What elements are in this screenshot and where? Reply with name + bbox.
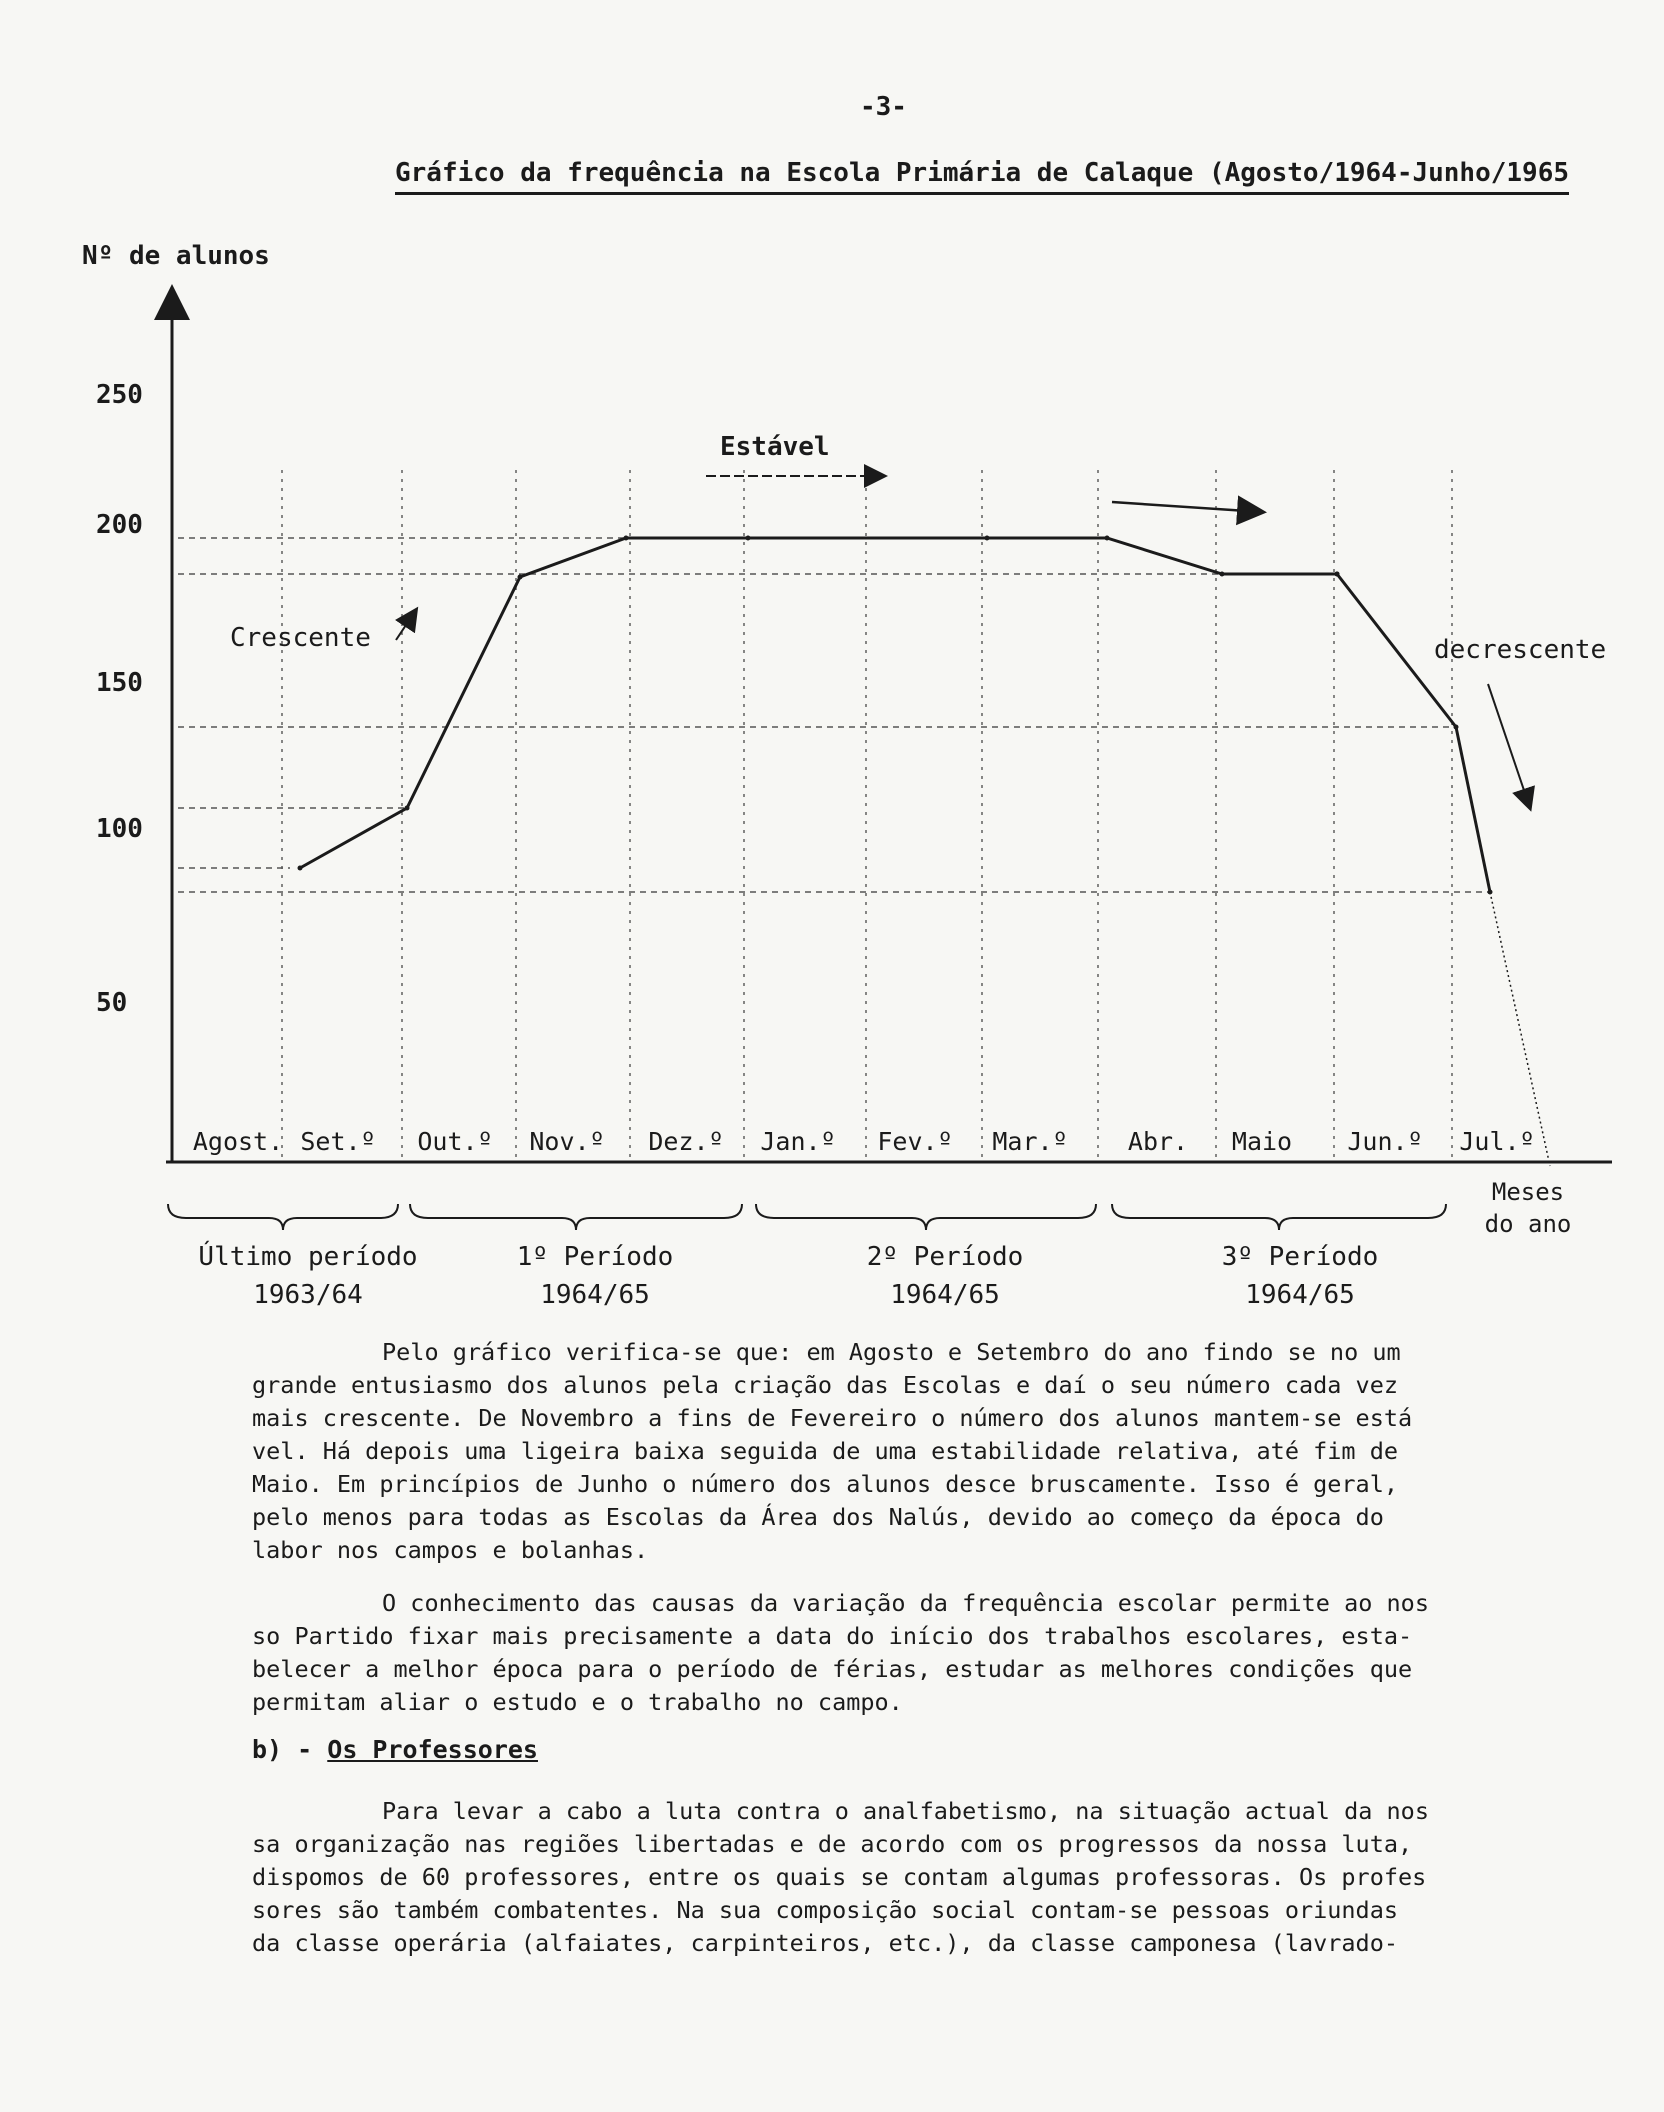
period-brace bbox=[410, 1204, 742, 1230]
text-line: mais crescente. De Novembro a fins de Fevereiro o número dos alunos mantem-se está bbox=[252, 1404, 1413, 1432]
axis-labels bbox=[82, 241, 1571, 1238]
period-year: 1964/65 bbox=[1245, 1280, 1355, 1310]
text-line: dispomos de 60 professores, entre os quais se contam algumas professoras. Os profes bbox=[252, 1863, 1427, 1891]
month-label: Fev.º bbox=[877, 1127, 953, 1156]
attendance-line bbox=[300, 538, 1490, 892]
data-point bbox=[405, 806, 410, 811]
month-label: Jul.º bbox=[1459, 1127, 1535, 1156]
period-name: Último período bbox=[198, 1242, 418, 1272]
x-axis-label: do ano bbox=[1484, 1210, 1572, 1238]
stable-arrow bbox=[1112, 502, 1262, 512]
text-line: sa organização nas regiões libertadas e de acordo com os progressos da nossa luta, bbox=[252, 1830, 1413, 1858]
text-line: Para levar a cabo a luta contra o analfabetismo, na situação actual da nos bbox=[382, 1797, 1429, 1825]
text-line: Maio. Em princípios de Junho o número dos alunos desce bruscamente. Isso é geral, bbox=[252, 1470, 1399, 1498]
period-label bbox=[1175, 1238, 1425, 1314]
y-tick-label: 50 bbox=[96, 988, 128, 1018]
month-label: Out.º bbox=[417, 1127, 493, 1156]
y-tick-label: 100 bbox=[96, 814, 143, 844]
month-label: Maio bbox=[1231, 1127, 1293, 1156]
data-point bbox=[1105, 536, 1110, 541]
annotation-label: Crescente bbox=[230, 623, 371, 653]
data-point bbox=[624, 536, 629, 541]
y-tick-label: 150 bbox=[96, 668, 143, 698]
data-point bbox=[1335, 572, 1340, 577]
text-line: vel. Há depois uma ligeira baixa seguida de uma estabilidade relativa, até fim de bbox=[252, 1437, 1399, 1465]
period-label bbox=[820, 1238, 1070, 1314]
data-point bbox=[1220, 572, 1225, 577]
period-name: 3º Período bbox=[1221, 1242, 1379, 1272]
month-label: Nov.º bbox=[529, 1127, 605, 1156]
paragraph-1 bbox=[252, 1336, 1612, 1567]
axes bbox=[166, 290, 1612, 1162]
period-year: 1964/65 bbox=[540, 1280, 650, 1310]
data-series bbox=[298, 536, 1551, 1167]
period-label bbox=[470, 1238, 720, 1314]
data-point bbox=[1454, 725, 1459, 730]
text-line: belecer a melhor época para o período de férias, estudar as melhores condições que bbox=[252, 1655, 1413, 1683]
page-number: -3- bbox=[860, 92, 907, 122]
text-line: Pelo gráfico verifica-se que: em Agosto e Setembro do ano findo se no um bbox=[382, 1338, 1401, 1366]
period-brace bbox=[756, 1204, 1096, 1230]
period-brace bbox=[168, 1204, 398, 1230]
paragraph-3 bbox=[252, 1795, 1612, 1960]
annotation-label: decrescente bbox=[1434, 635, 1607, 665]
month-label: Abr. bbox=[1127, 1127, 1189, 1156]
crescente-arrow bbox=[396, 610, 416, 640]
annotations bbox=[230, 432, 1606, 808]
section-heading-text: Os Professores bbox=[327, 1735, 538, 1764]
x-axis-label: Meses bbox=[1491, 1178, 1565, 1206]
month-label: Set.º bbox=[300, 1127, 376, 1156]
period-name: 2º Período bbox=[866, 1242, 1024, 1272]
period-year: 1964/65 bbox=[890, 1280, 1000, 1310]
text-line: da classe operária (alfaiates, carpinteiros, etc.), da classe camponesa (lavrado- bbox=[252, 1929, 1399, 1957]
text-line: sores são também combatentes. Na sua composição social contam-se pessoas oriundas bbox=[252, 1896, 1399, 1924]
annotation-label: Estável bbox=[720, 432, 830, 462]
period-braces bbox=[168, 1204, 1446, 1230]
attendance-line-tail bbox=[1490, 892, 1550, 1166]
period-brace bbox=[1112, 1204, 1446, 1230]
period-year: 1963/64 bbox=[253, 1280, 363, 1310]
text-line: pelo menos para todas as Escolas da Área dos Nalús, devido ao começo da época do bbox=[252, 1503, 1384, 1531]
data-point bbox=[1488, 890, 1493, 895]
text-line: labor nos campos e bolanhas. bbox=[252, 1536, 649, 1564]
text-line: grande entusiasmo dos alunos pela criação das Escolas e daí o seu número cada vez bbox=[252, 1371, 1399, 1399]
data-point bbox=[746, 536, 751, 541]
y-axis-label: Nº de alunos bbox=[82, 241, 270, 271]
month-label: Dez.º bbox=[648, 1127, 724, 1156]
y-tick-label: 250 bbox=[96, 380, 143, 410]
month-label: Jun.º bbox=[1347, 1127, 1423, 1156]
text-line: O conhecimento das causas da variação da frequência escolar permite ao nos bbox=[382, 1589, 1429, 1617]
text-line: so Partido fixar mais precisamente a data do início dos trabalhos escolares, esta- bbox=[252, 1622, 1413, 1650]
period-label bbox=[168, 1238, 448, 1314]
month-label: Mar.º bbox=[992, 1127, 1068, 1156]
data-point bbox=[298, 866, 303, 871]
text-line: permitam aliar o estudo e o trabalho no campo. bbox=[252, 1688, 903, 1716]
data-point bbox=[518, 575, 523, 580]
section-heading bbox=[252, 1735, 538, 1764]
decrescente-arrow bbox=[1488, 684, 1530, 808]
data-point bbox=[985, 536, 990, 541]
period-name: 1º Período bbox=[516, 1242, 674, 1272]
month-label: Agost. bbox=[192, 1127, 284, 1156]
section-heading-prefix: b) - bbox=[252, 1735, 328, 1764]
paragraph-2 bbox=[252, 1587, 1612, 1719]
month-label: Jan.º bbox=[760, 1127, 836, 1156]
y-tick-label: 200 bbox=[96, 510, 143, 540]
chart-title: Gráfico da frequência na Escola Primária de Calaque (Agosto/1964-Junho/1965 bbox=[395, 158, 1569, 195]
